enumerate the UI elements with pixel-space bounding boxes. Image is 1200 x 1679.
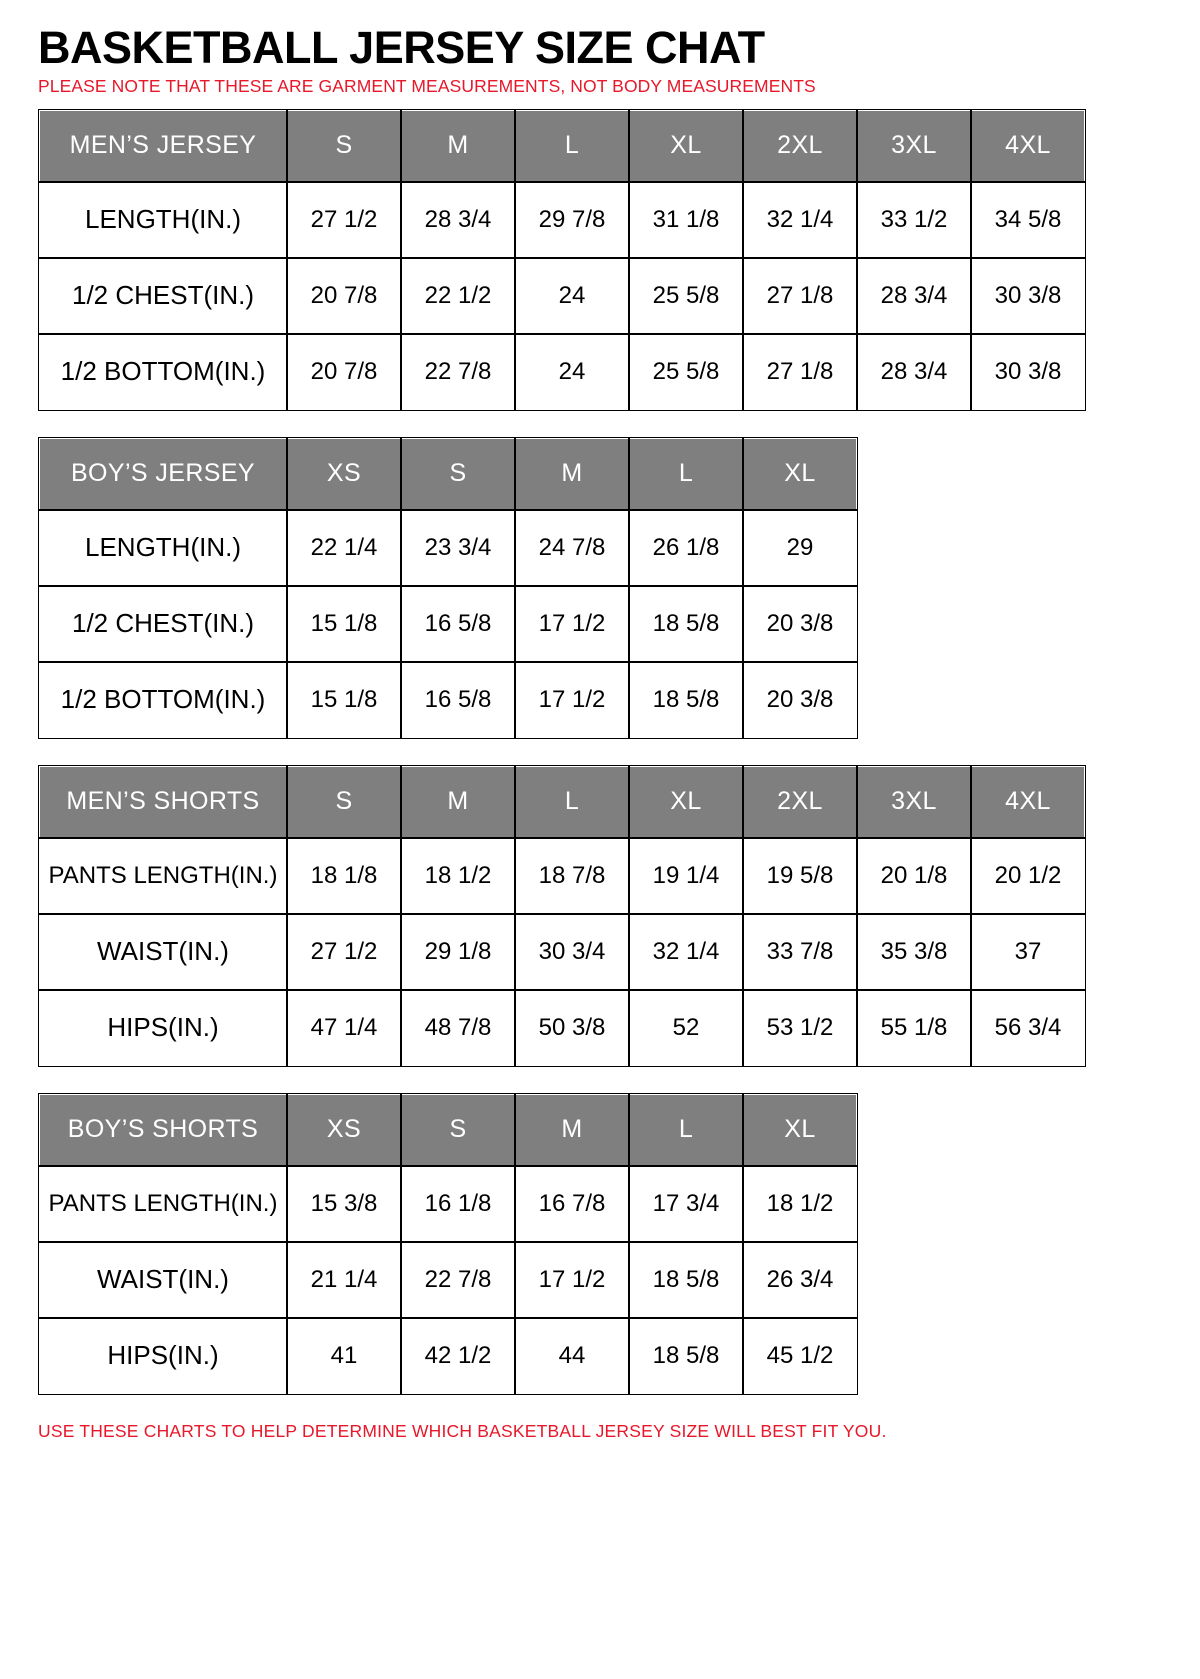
size-column-header: L <box>629 438 743 510</box>
measurement-cell: 28 3/4 <box>857 258 971 334</box>
measurement-cell: 22 1/4 <box>287 510 401 586</box>
size-column-header: 3XL <box>857 766 971 838</box>
measurement-cell: 32 1/4 <box>743 182 857 258</box>
size-table-boys-shorts <box>38 1093 858 1395</box>
measurement-cell: 28 3/4 <box>401 182 515 258</box>
size-column-header: 2XL <box>743 766 857 838</box>
size-column-header: 2XL <box>743 110 857 182</box>
size-tables-container <box>30 109 1170 1395</box>
measurement-cell: 29 7/8 <box>515 182 629 258</box>
table-row <box>39 586 857 662</box>
size-column-header: XL <box>743 438 857 510</box>
measurement-cell: 41 <box>287 1318 401 1394</box>
measurement-cell: 18 1/2 <box>743 1166 857 1242</box>
measurement-cell: 18 5/8 <box>629 1242 743 1318</box>
measurement-row-label: 1/2 CHEST(IN.) <box>39 258 287 334</box>
measurement-cell: 28 3/4 <box>857 334 971 410</box>
table-row <box>39 1242 857 1318</box>
size-column-header: S <box>401 438 515 510</box>
size-column-header: S <box>287 110 401 182</box>
measurement-row-label: WAIST(IN.) <box>39 1242 287 1318</box>
measurement-cell: 23 3/4 <box>401 510 515 586</box>
measurement-cell: 56 3/4 <box>971 990 1085 1066</box>
measurement-cell: 21 1/4 <box>287 1242 401 1318</box>
measurement-cell: 52 <box>629 990 743 1066</box>
measurement-cell: 17 3/4 <box>629 1166 743 1242</box>
measurement-cell: 20 1/2 <box>971 838 1085 914</box>
size-table-boys-jersey <box>38 437 858 739</box>
measurement-cell: 47 1/4 <box>287 990 401 1066</box>
measurement-cell: 26 3/4 <box>743 1242 857 1318</box>
table-header-row <box>39 438 857 510</box>
size-column-header: S <box>287 766 401 838</box>
measurement-row-label: 1/2 BOTTOM(IN.) <box>39 334 287 410</box>
table-corner-label: BOY’S JERSEY <box>39 438 287 510</box>
measurement-cell: 29 1/8 <box>401 914 515 990</box>
measurement-cell: 24 <box>515 334 629 410</box>
size-column-header: XL <box>743 1094 857 1166</box>
measurement-row-label: WAIST(IN.) <box>39 914 287 990</box>
size-column-header: L <box>515 766 629 838</box>
measurement-cell: 18 1/8 <box>287 838 401 914</box>
measurement-cell: 22 7/8 <box>401 334 515 410</box>
table-header-row <box>39 766 1085 838</box>
size-column-header: 4XL <box>971 110 1085 182</box>
size-column-header: 4XL <box>971 766 1085 838</box>
table-row <box>39 914 1085 990</box>
footer-note: USE THESE CHARTS TO HELP DETERMINE WHICH BASKETBALL JERSEY SIZE WILL BEST FIT YOU. <box>38 1420 887 1441</box>
measurement-cell: 27 1/2 <box>287 914 401 990</box>
measurement-cell: 35 3/8 <box>857 914 971 990</box>
measurement-cell: 30 3/8 <box>971 334 1085 410</box>
size-column-header: XL <box>629 766 743 838</box>
measurement-cell: 50 3/8 <box>515 990 629 1066</box>
measurement-cell: 34 5/8 <box>971 182 1085 258</box>
size-column-header: 3XL <box>857 110 971 182</box>
table-row <box>39 1318 857 1394</box>
table-corner-label: BOY’S SHORTS <box>39 1094 287 1166</box>
measurement-cell: 37 <box>971 914 1085 990</box>
measurement-cell: 20 7/8 <box>287 334 401 410</box>
measurement-cell: 16 1/8 <box>401 1166 515 1242</box>
measurement-cell: 44 <box>515 1318 629 1394</box>
measurement-row-label: HIPS(IN.) <box>39 990 287 1066</box>
measurement-cell: 42 1/2 <box>401 1318 515 1394</box>
measurement-row-label: LENGTH(IN.) <box>39 182 287 258</box>
page-title: BASKETBALL JERSEY SIZE CHAT <box>38 22 765 73</box>
measurement-cell: 25 5/8 <box>629 258 743 334</box>
measurement-cell: 15 3/8 <box>287 1166 401 1242</box>
measurement-cell: 20 7/8 <box>287 258 401 334</box>
measurement-cell: 24 7/8 <box>515 510 629 586</box>
measurement-row-label: 1/2 BOTTOM(IN.) <box>39 662 287 738</box>
measurement-cell: 27 1/8 <box>743 258 857 334</box>
measurement-cell: 16 7/8 <box>515 1166 629 1242</box>
measurement-row-label: HIPS(IN.) <box>39 1318 287 1394</box>
size-column-header: M <box>401 766 515 838</box>
garment-measurement-note: PLEASE NOTE THAT THESE ARE GARMENT MEASUREMENTS, NOT BODY MEASUREMENTS <box>38 76 816 97</box>
table-row <box>39 990 1085 1066</box>
table-header-row <box>39 110 1085 182</box>
table-row <box>39 334 1085 410</box>
measurement-cell: 33 1/2 <box>857 182 971 258</box>
table-corner-label: MEN’S SHORTS <box>39 766 287 838</box>
measurement-cell: 45 1/2 <box>743 1318 857 1394</box>
measurement-cell: 18 5/8 <box>629 1318 743 1394</box>
measurement-cell: 33 7/8 <box>743 914 857 990</box>
table-header-row <box>39 1094 857 1166</box>
table-row <box>39 1166 857 1242</box>
table-row <box>39 510 857 586</box>
measurement-cell: 29 <box>743 510 857 586</box>
size-column-header: M <box>401 110 515 182</box>
measurement-cell: 18 5/8 <box>629 662 743 738</box>
size-column-header: M <box>515 1094 629 1166</box>
measurement-cell: 19 1/4 <box>629 838 743 914</box>
size-column-header: M <box>515 438 629 510</box>
measurement-cell: 20 3/8 <box>743 586 857 662</box>
measurement-cell: 25 5/8 <box>629 334 743 410</box>
measurement-cell: 30 3/8 <box>971 258 1085 334</box>
measurement-row-label: LENGTH(IN.) <box>39 510 287 586</box>
measurement-cell: 15 1/8 <box>287 586 401 662</box>
table-corner-label: MEN’S JERSEY <box>39 110 287 182</box>
measurement-cell: 18 1/2 <box>401 838 515 914</box>
size-column-header: XS <box>287 438 401 510</box>
table-row <box>39 838 1085 914</box>
size-column-header: L <box>515 110 629 182</box>
measurement-cell: 55 1/8 <box>857 990 971 1066</box>
measurement-cell: 27 1/8 <box>743 334 857 410</box>
measurement-cell: 17 1/2 <box>515 662 629 738</box>
size-table-mens-shorts <box>38 765 1086 1067</box>
measurement-row-label: PANTS LENGTH(IN.) <box>39 838 287 914</box>
size-table-mens-jersey <box>38 109 1086 411</box>
measurement-cell: 31 1/8 <box>629 182 743 258</box>
measurement-cell: 17 1/2 <box>515 1242 629 1318</box>
table-row <box>39 258 1085 334</box>
measurement-cell: 32 1/4 <box>629 914 743 990</box>
measurement-cell: 20 1/8 <box>857 838 971 914</box>
measurement-cell: 30 3/4 <box>515 914 629 990</box>
measurement-cell: 15 1/8 <box>287 662 401 738</box>
measurement-cell: 16 5/8 <box>401 662 515 738</box>
size-column-header: L <box>629 1094 743 1166</box>
measurement-cell: 22 1/2 <box>401 258 515 334</box>
measurement-cell: 27 1/2 <box>287 182 401 258</box>
size-column-header: XL <box>629 110 743 182</box>
table-row <box>39 182 1085 258</box>
measurement-row-label: PANTS LENGTH(IN.) <box>39 1166 287 1242</box>
measurement-row-label: 1/2 CHEST(IN.) <box>39 586 287 662</box>
measurement-cell: 20 3/8 <box>743 662 857 738</box>
measurement-cell: 18 7/8 <box>515 838 629 914</box>
size-column-header: S <box>401 1094 515 1166</box>
measurement-cell: 17 1/2 <box>515 586 629 662</box>
measurement-cell: 53 1/2 <box>743 990 857 1066</box>
measurement-cell: 24 <box>515 258 629 334</box>
measurement-cell: 16 5/8 <box>401 586 515 662</box>
measurement-cell: 22 7/8 <box>401 1242 515 1318</box>
size-column-header: XS <box>287 1094 401 1166</box>
table-row <box>39 662 857 738</box>
measurement-cell: 18 5/8 <box>629 586 743 662</box>
measurement-cell: 26 1/8 <box>629 510 743 586</box>
measurement-cell: 19 5/8 <box>743 838 857 914</box>
measurement-cell: 48 7/8 <box>401 990 515 1066</box>
